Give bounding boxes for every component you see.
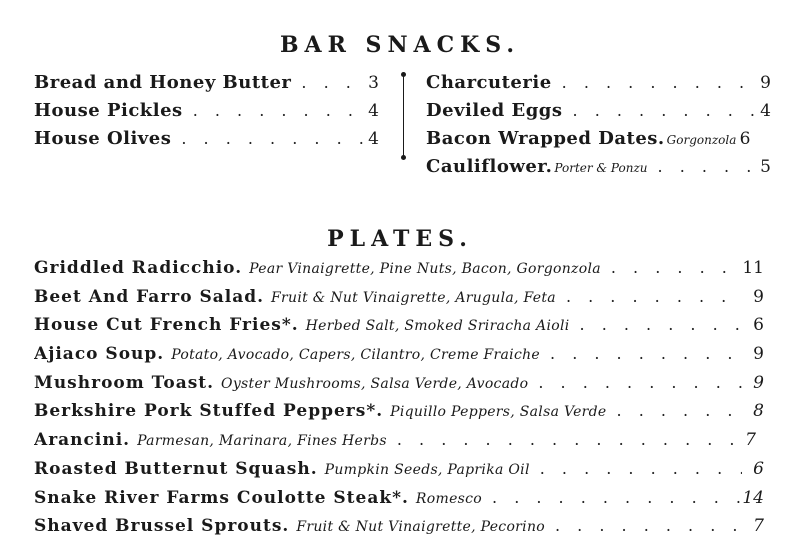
item-name: Ajiaco Soup. bbox=[34, 344, 165, 365]
dot-leader bbox=[530, 459, 742, 478]
item-price: 9 bbox=[753, 286, 764, 307]
menu-item bbox=[34, 315, 764, 344]
item-description: Piquillo Peppers, Salsa Verde bbox=[390, 404, 607, 421]
dot-leader bbox=[183, 101, 365, 120]
menu-item bbox=[426, 156, 771, 184]
item-description: Herbed Salt, Smoked Sriracha Aioli bbox=[305, 318, 570, 335]
menu-item bbox=[34, 258, 764, 287]
menu-item bbox=[34, 488, 764, 517]
item-name: House Pickles bbox=[34, 100, 183, 121]
item-price: 6 bbox=[739, 129, 751, 149]
item-name: Griddled Radicchio. bbox=[34, 258, 243, 278]
item-price: 14 bbox=[742, 487, 764, 508]
menu-item bbox=[34, 373, 764, 402]
item-price: 11 bbox=[742, 258, 764, 278]
item-price: 4 bbox=[368, 129, 379, 149]
item-name: Charcuterie bbox=[426, 72, 552, 93]
dot-leader bbox=[171, 129, 365, 148]
menu-item bbox=[34, 344, 764, 373]
item-name: Shaved Brussel Sprouts. bbox=[34, 516, 290, 537]
item-description: Romesco bbox=[415, 490, 483, 507]
menu-item bbox=[34, 100, 379, 128]
item-name: Roasted Butternut Squash. bbox=[34, 458, 318, 479]
item-name: Beet And Farro Salad. bbox=[34, 286, 265, 307]
menu-item bbox=[34, 72, 379, 100]
item-name: House Olives bbox=[34, 128, 172, 149]
item-description: Pumpkin Seeds, Paprika Oil bbox=[324, 461, 530, 478]
dot-leader bbox=[601, 258, 742, 277]
dot-leader bbox=[528, 373, 742, 392]
dot-leader bbox=[540, 344, 742, 363]
item-price: 6 bbox=[753, 315, 764, 336]
bar-snacks-title: BAR SNACKS. bbox=[279, 32, 521, 58]
menu-item bbox=[426, 72, 771, 100]
item-description: Oyster Mushrooms, Salsa Verde, Avocado bbox=[221, 375, 529, 392]
dot-leader bbox=[607, 401, 742, 420]
item-name: House Cut French Fries*. bbox=[34, 315, 299, 336]
plates-title: PLATES. bbox=[327, 226, 473, 252]
bar-snacks-left-column bbox=[34, 72, 379, 156]
item-name: Snake River Farms Coulotte Steak*. bbox=[34, 487, 409, 508]
item-name: Cauliflower. bbox=[426, 156, 553, 177]
item-name: Bacon Wrapped Dates. bbox=[426, 128, 665, 149]
dot-leader bbox=[482, 488, 742, 507]
menu-item bbox=[34, 287, 764, 316]
item-name: Bread and Honey Butter bbox=[34, 72, 292, 93]
dot-leader bbox=[552, 73, 757, 92]
item-subtext: Porter & Ponzu bbox=[554, 161, 648, 175]
column-divider bbox=[403, 75, 404, 157]
item-description: Fruit & Nut Vinaigrette, Arugula, Feta bbox=[271, 289, 556, 306]
item-price: 9 bbox=[753, 344, 764, 365]
plates-list bbox=[34, 258, 764, 545]
menu-item bbox=[34, 459, 764, 488]
dot-leader bbox=[556, 287, 742, 306]
item-name: Mushroom Toast. bbox=[34, 372, 215, 393]
item-price: 4 bbox=[368, 101, 379, 121]
item-price: 8 bbox=[753, 401, 764, 422]
menu-item bbox=[34, 516, 764, 545]
item-price: 9 bbox=[753, 372, 764, 393]
item-price: 3 bbox=[368, 73, 379, 93]
dot-leader bbox=[545, 516, 742, 535]
item-description: Pear Vinaigrette, Pine Nuts, Bacon, Gorgonzola bbox=[249, 261, 601, 277]
item-name: Berkshire Pork Stuffed Peppers*. bbox=[34, 401, 384, 422]
menu-item bbox=[426, 128, 771, 156]
menu-item bbox=[34, 401, 764, 430]
item-description: Parmesan, Marinara, Fines Herbs bbox=[137, 433, 387, 450]
item-price: 7 bbox=[753, 516, 764, 537]
item-description: Potato, Avocado, Capers, Cilantro, Creme Fraiche bbox=[171, 347, 541, 364]
menu-item bbox=[34, 430, 764, 459]
dot-leader bbox=[387, 430, 734, 449]
item-price: 6 bbox=[753, 458, 764, 479]
item-name: Deviled Eggs bbox=[426, 100, 563, 121]
bar-snacks-right-column bbox=[426, 72, 771, 184]
menu-item bbox=[34, 128, 379, 156]
dot-leader bbox=[648, 157, 757, 176]
item-subtext: Gorgonzola bbox=[666, 133, 737, 147]
item-price: 7 bbox=[745, 430, 756, 451]
item-name: Arancini. bbox=[34, 430, 131, 451]
dot-leader bbox=[570, 315, 742, 334]
item-description: Fruit & Nut Vinaigrette, Pecorino bbox=[296, 519, 545, 536]
item-price: 4 bbox=[760, 101, 771, 121]
item-price: 5 bbox=[760, 157, 771, 177]
dot-leader bbox=[291, 73, 365, 92]
item-price: 9 bbox=[760, 73, 771, 93]
dot-leader bbox=[563, 101, 757, 120]
menu-item bbox=[426, 100, 771, 128]
